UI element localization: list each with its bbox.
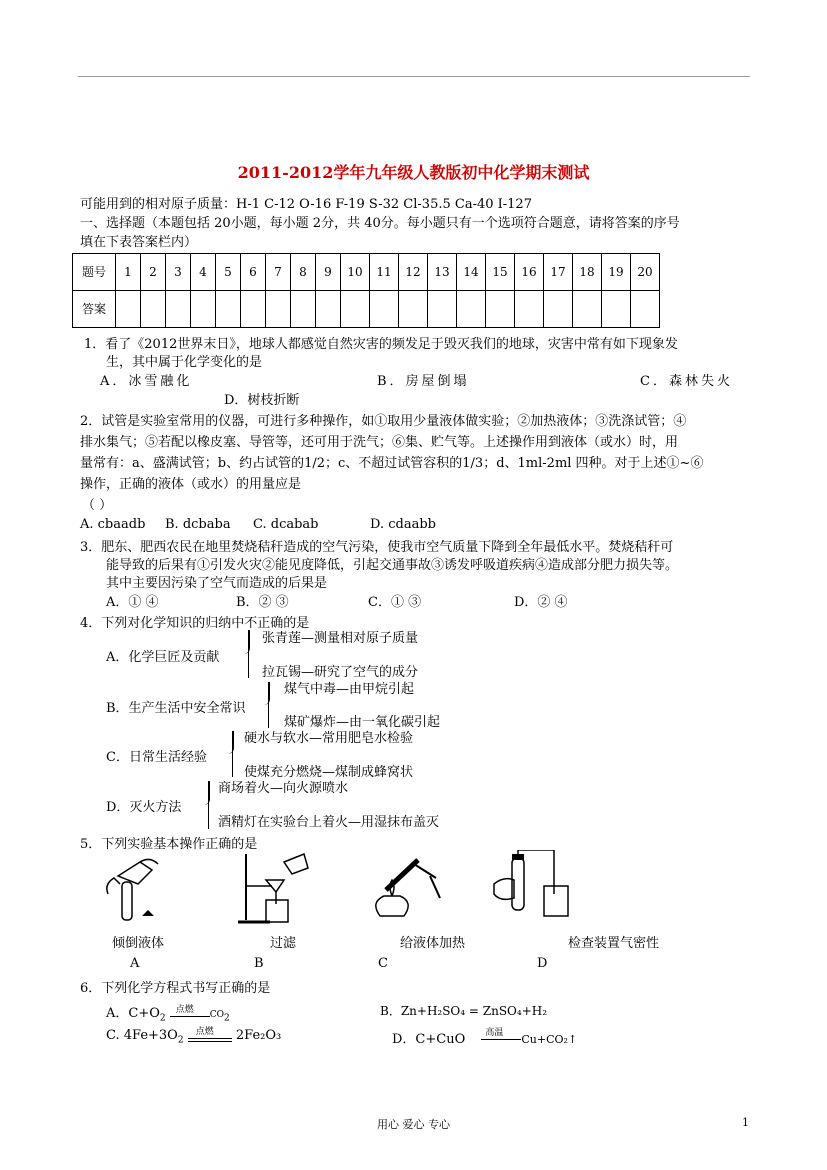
q6-d-product: Cu+CO₂↑ <box>521 1033 578 1046</box>
q4-d-item2: 酒精灯在实验台上着火—用湿抹布盖灭 <box>218 815 440 830</box>
answer-cell[interactable] <box>191 291 216 328</box>
q2-stem-4: 操作，正确的液体（或水）的用量应是 <box>80 477 302 492</box>
q6-c-condition: 点燃 <box>195 1026 214 1037</box>
row-label-answer: 答案 <box>73 291 116 328</box>
answer-cell[interactable] <box>116 291 141 328</box>
q5-letter-b: B <box>254 956 264 971</box>
q6-a-arrow <box>170 1004 210 1024</box>
question-number: 14 <box>457 254 486 291</box>
answer-cell[interactable] <box>515 291 544 328</box>
answer-cell[interactable] <box>428 291 457 328</box>
section1-heading-cont: 填在下表答案栏内） <box>80 235 198 250</box>
question-number: 19 <box>602 254 631 291</box>
heat-liquid-figure <box>360 850 450 926</box>
answer-cell[interactable] <box>631 291 660 328</box>
q4-d-brace <box>208 781 215 829</box>
q6-d-condition: 高温 <box>485 1028 504 1038</box>
answer-cell[interactable] <box>486 291 515 328</box>
q4-option-a-label: A．化学巨匠及贡献 <box>106 650 220 665</box>
q2-stem: 2．试管是实验室常用的仪器，可进行多种操作，如①取用少量液体做实验；②加热液体；③洗涤试管；④ <box>80 414 687 429</box>
q5-caption-c: 给液体加热 <box>400 936 466 951</box>
answer-cell[interactable] <box>399 291 428 328</box>
q1-stem: 1．看了《2012世界末日》，地球人都感觉自然灾害的频发足于毁灭我们的地球，灾害中常有如下现象发 <box>84 337 678 352</box>
answer-cell[interactable] <box>216 291 241 328</box>
page-title: 2011-2012学年九年级人教版初中化学期末测试 <box>237 163 590 182</box>
question-number: 3 <box>166 254 191 291</box>
header-rule <box>78 76 750 77</box>
question-number: 17 <box>544 254 573 291</box>
answer-cell[interactable] <box>573 291 602 328</box>
q6-a-reactants: A．C+O <box>106 1006 160 1021</box>
question-number: 7 <box>266 254 291 291</box>
q3-stem-3: 其中主要因污染了空气而造成的后果是 <box>106 576 328 591</box>
answer-cell[interactable] <box>602 291 631 328</box>
q4-option-b-label: B．生产生活中安全常识 <box>106 701 246 716</box>
page-number: 1 <box>742 1116 749 1129</box>
answer-cell[interactable] <box>241 291 266 328</box>
question-number: 18 <box>573 254 602 291</box>
q5-caption-d: 检查装置气密性 <box>568 936 660 951</box>
section1-heading: 一、选择题（本题包括 20小题，每小题 2分，共 40分。每小题只有一个选项符合题意，请将答案的序号 <box>80 216 680 231</box>
q2-stem-3: 量常有：a、盛满试管；b、约占试管的1/2；c、不超过试管容积的1/3；d、1ml-2ml 四种。对于上述①~⑥ <box>80 456 704 471</box>
atomic-masses: 可能用到的相对原子质量：H-1 C-12 O-16 F-19 S-32 Cl-35.5 Ca-40 I-127 <box>80 197 532 212</box>
q6-option-c <box>106 1028 281 1046</box>
question-number: 10 <box>341 254 370 291</box>
q4-stem: 4．下列对化学知识的归纳中不正确的是 <box>80 616 310 631</box>
answer-cell[interactable] <box>370 291 399 328</box>
airtightness-check-figure <box>490 850 590 926</box>
q1-option-c: C．森林失火 <box>640 374 733 389</box>
question-number: 8 <box>291 254 316 291</box>
q1-option-d: D．树枝折断 <box>224 393 300 408</box>
q2-option-d: D. cdaabb <box>370 517 436 532</box>
q5-letter-a: A <box>130 956 140 971</box>
answer-table-row-answers <box>73 291 660 328</box>
q4-c-brace <box>232 731 239 777</box>
answer-cell[interactable] <box>316 291 341 328</box>
q1-option-a: A．冰雪融化 <box>100 374 193 389</box>
question-number: 2 <box>141 254 166 291</box>
question-number: 12 <box>399 254 428 291</box>
question-number: 16 <box>515 254 544 291</box>
q4-c-item2: 使煤充分燃烧—煤制成蜂窝状 <box>244 765 414 780</box>
q4-a-brace <box>248 630 255 678</box>
q6-c-product: 2Fe₂O₃ <box>235 1028 282 1043</box>
question-number: 20 <box>631 254 660 291</box>
question-number: 15 <box>486 254 515 291</box>
q5-caption-b: 过滤 <box>270 936 297 951</box>
answer-cell[interactable] <box>266 291 291 328</box>
answer-cell[interactable] <box>457 291 486 328</box>
q6-option-b: B．Zn+H₂SO₄ = ZnSO₄+H₂ <box>380 1004 548 1018</box>
answer-cell[interactable] <box>544 291 573 328</box>
q6-c-sub: 2 <box>177 1035 184 1046</box>
answer-cell[interactable] <box>141 291 166 328</box>
question-number: 9 <box>316 254 341 291</box>
q4-option-c-label: C．日常生活经验 <box>106 750 207 765</box>
q4-option-d-label: D．灭火方法 <box>106 800 182 815</box>
q2-option-b: B. dcbaba <box>165 517 231 532</box>
q2-option-c: C. dcabab <box>253 517 319 532</box>
question-number: 1 <box>116 254 141 291</box>
q1-stem-cont: 生，其中属于化学变化的是 <box>106 355 263 370</box>
q4-c-item1: 硬水与软水—常用肥皂水检验 <box>244 731 414 746</box>
q6-c-reactants: C. 4Fe+3O <box>106 1028 178 1043</box>
q6-a-sub: 2 <box>159 1013 166 1024</box>
q6-a-product-sub: 2 <box>224 1013 230 1024</box>
q6-option-d <box>392 1028 577 1047</box>
q2-option-a: A. cbaadb <box>80 517 146 532</box>
question-number: 11 <box>370 254 399 291</box>
question-number: 13 <box>428 254 457 291</box>
q6-a-condition: 点燃 <box>175 1004 194 1015</box>
q1-option-b: B．房屋倒塌 <box>377 374 470 389</box>
q3-option-c: C．① ③ <box>368 595 422 610</box>
question-number: 4 <box>191 254 216 291</box>
row-label-question: 题号 <box>73 254 116 291</box>
q4-b-item2: 煤矿爆炸—由一氧化碳引起 <box>284 715 441 730</box>
q3-stem: 3．肥东、肥西农民在地里焚烧秸秆造成的空气污染，使我市空气质量下降到全年最低水平。焚烧秸秆可 <box>80 540 674 555</box>
q3-option-d: D．② ④ <box>514 595 568 610</box>
answer-cell[interactable] <box>341 291 370 328</box>
q4-a-item2: 拉瓦锡—研究了空气的成分 <box>262 665 419 680</box>
q6-a-product: CO <box>209 1010 225 1020</box>
page-footer: 用心 爱心 专心 <box>377 1118 450 1131</box>
q3-option-b: B．② ③ <box>236 595 289 610</box>
q3-option-a: A．① ④ <box>106 595 159 610</box>
question-number: 6 <box>241 254 266 291</box>
q4-d-item1: 商场着火—向火源喷水 <box>218 781 349 796</box>
filtration-figure <box>236 850 316 926</box>
answer-cell[interactable] <box>291 291 316 328</box>
q6-d-arrow <box>481 1028 521 1047</box>
q5-stem: 5．下列实验基本操作正确的是 <box>80 837 258 852</box>
q4-b-item1: 煤气中毒—由甲烷引起 <box>284 682 415 697</box>
q5-caption-a: 倾倒液体 <box>112 936 165 951</box>
q5-letter-d: D <box>537 956 548 971</box>
q6-stem: 6．下列化学方程式书写正确的是 <box>80 981 271 996</box>
q6-c-arrow <box>188 1026 232 1046</box>
q6-option-a <box>106 1002 230 1024</box>
q6-d-reactants: D．C+CuO <box>392 1032 466 1047</box>
answer-table-row-numbers <box>73 254 660 291</box>
q4-b-brace <box>268 682 275 728</box>
answer-table <box>72 253 660 328</box>
pour-liquid-figure <box>100 854 170 926</box>
q2-stem-2: 排水集气；⑤若配以橡皮塞、导管等，还可用于洗气；⑥集、贮气等。上述操作用到液体（或水）时，用 <box>80 435 679 450</box>
q3-stem-2: 能导致的后果有①引发火灾②能见度降低，引起交通事故③诱发呼吸道疾病④造成部分肥力损失等。 <box>106 558 679 573</box>
question-number: 5 <box>216 254 241 291</box>
q5-letter-c: C <box>378 956 388 971</box>
q4-a-item1: 张青莲—测量相对原子质量 <box>262 631 419 646</box>
answer-cell[interactable] <box>166 291 191 328</box>
q2-answer-paren: （ ） <box>82 498 113 513</box>
